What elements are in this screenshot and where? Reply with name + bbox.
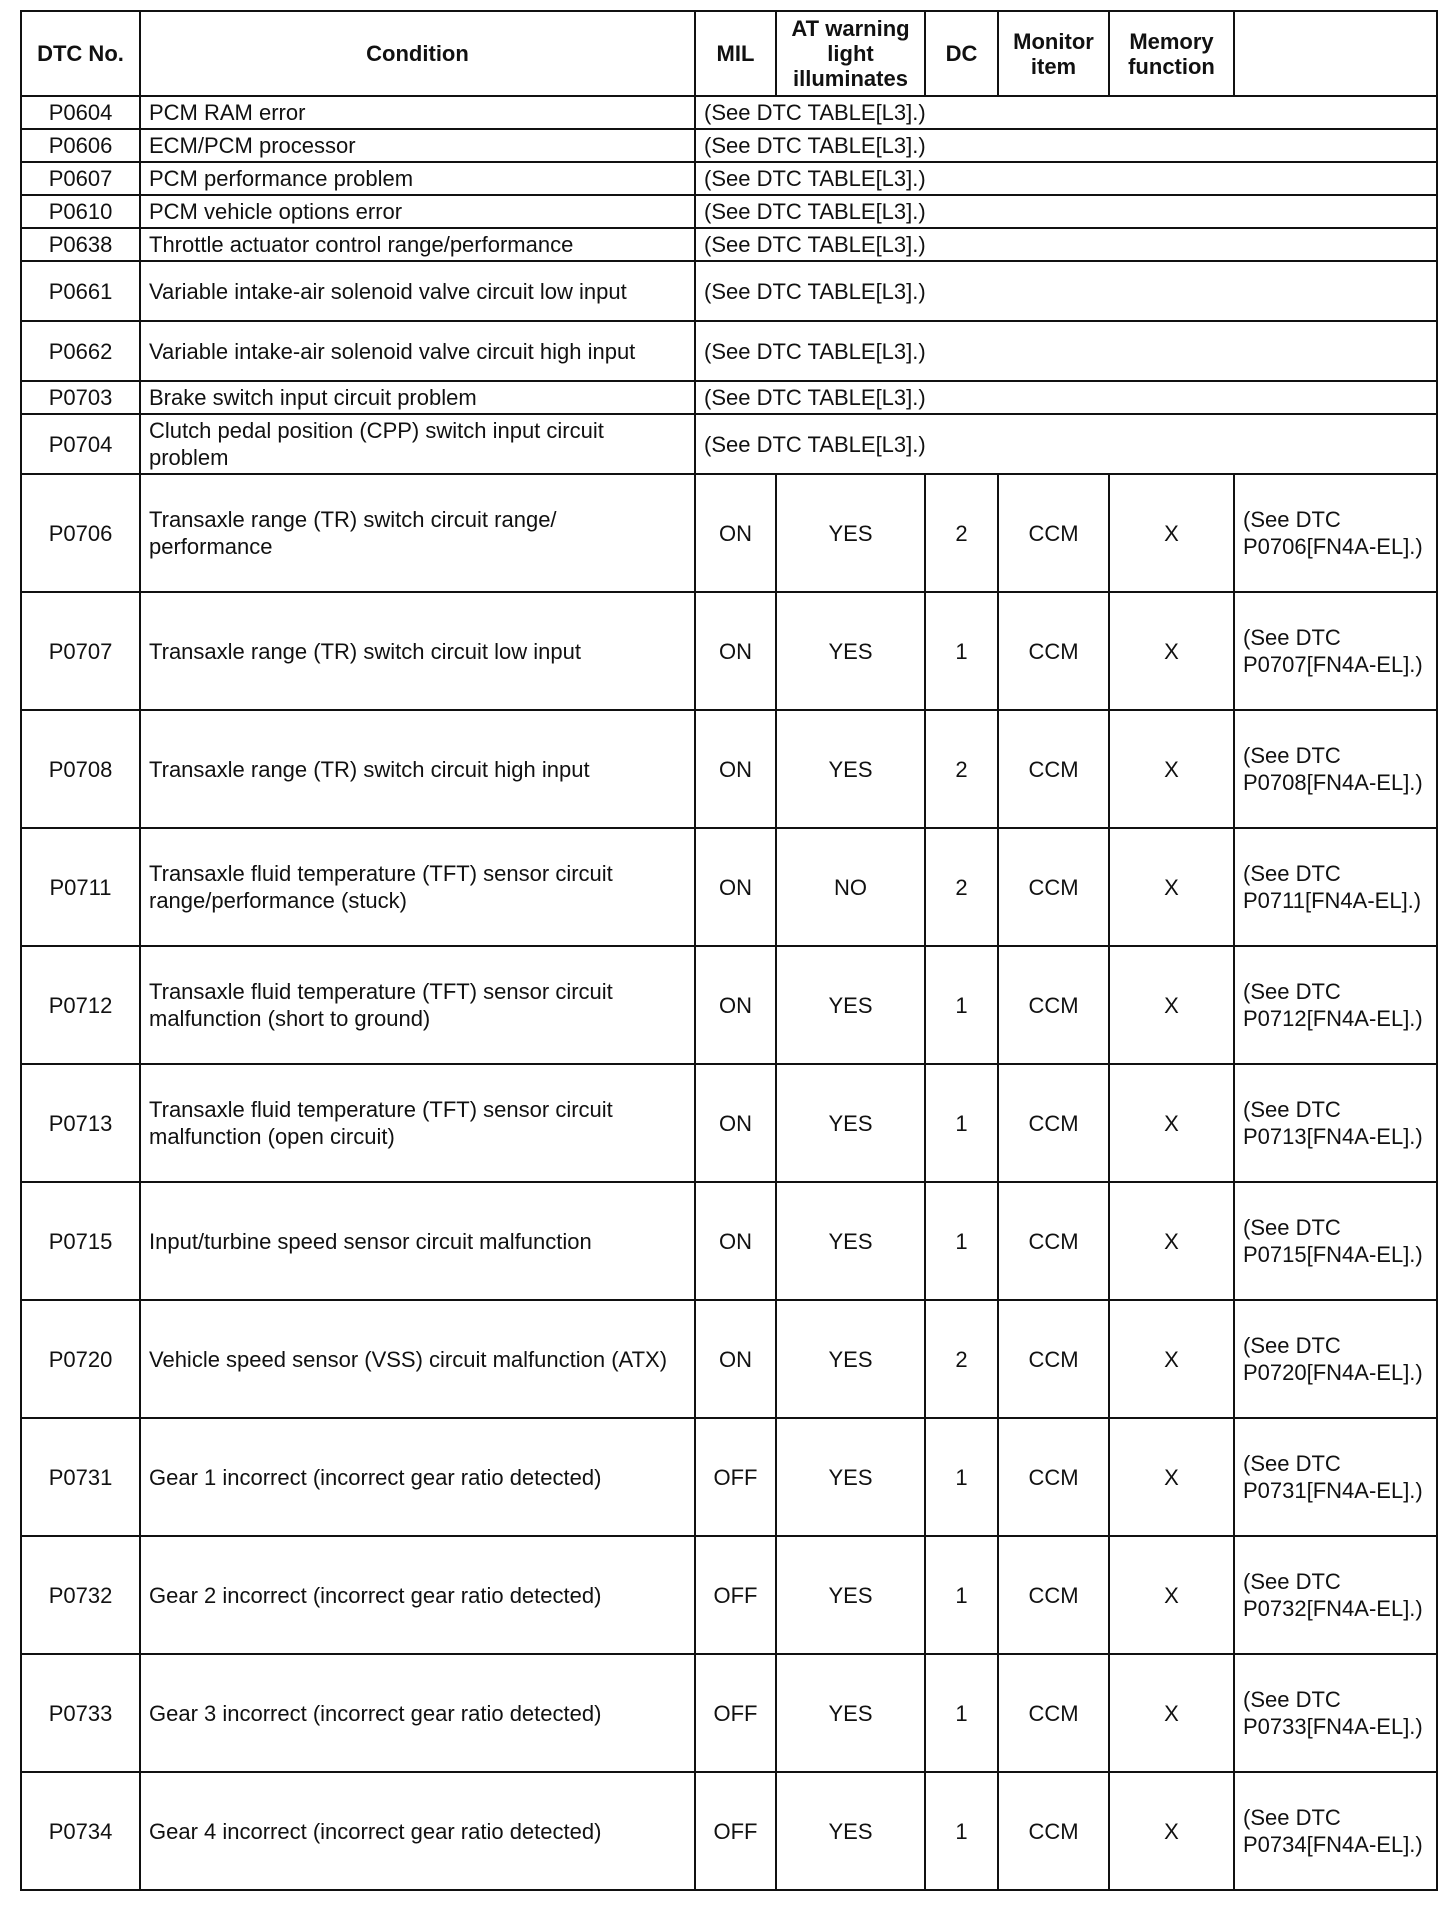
- monitor-item: CCM: [998, 1064, 1109, 1182]
- dtc-code: P0731: [21, 1418, 140, 1536]
- monitor-item: CCM: [998, 1536, 1109, 1654]
- header-dtc-no: DTC No.: [21, 11, 140, 96]
- header-memory-function: Memory function: [1109, 11, 1234, 96]
- header-row: [21, 11, 1437, 96]
- memory-function: X: [1109, 474, 1234, 592]
- mil-status: ON: [695, 1300, 776, 1418]
- see-dtc-link[interactable]: (See DTC P0733[FN4A-EL].): [1234, 1654, 1437, 1772]
- dtc-code: P0704: [21, 414, 140, 474]
- mil-status: ON: [695, 946, 776, 1064]
- header-dc: DC: [925, 11, 998, 96]
- dtc-code: P0734: [21, 1772, 140, 1890]
- drive-cycle: 2: [925, 828, 998, 946]
- drive-cycle: 2: [925, 710, 998, 828]
- table-row: [21, 1182, 1437, 1300]
- memory-function: X: [1109, 1064, 1234, 1182]
- drive-cycle: 1: [925, 1182, 998, 1300]
- see-dtc-link[interactable]: (See DTC P0715[FN4A-EL].): [1234, 1182, 1437, 1300]
- drive-cycle: 2: [925, 474, 998, 592]
- condition: Gear 4 incorrect (incorrect gear ratio detected): [140, 1772, 695, 1890]
- condition: PCM vehicle options error: [140, 195, 695, 228]
- at-warning-status: YES: [776, 1182, 925, 1300]
- at-warning-status: YES: [776, 946, 925, 1064]
- table-row: [21, 828, 1437, 946]
- monitor-item: CCM: [998, 1654, 1109, 1772]
- drive-cycle: 1: [925, 1772, 998, 1890]
- condition: Vehicle speed sensor (VSS) circuit malfunction (ATX): [140, 1300, 695, 1418]
- dtc-code: P0707: [21, 592, 140, 710]
- monitor-item: CCM: [998, 1772, 1109, 1890]
- memory-function: X: [1109, 1536, 1234, 1654]
- memory-function: X: [1109, 828, 1234, 946]
- dtc-code: P0662: [21, 321, 140, 381]
- table-row: [21, 162, 1437, 195]
- condition: Transaxle range (TR) switch circuit range/ performance: [140, 474, 695, 592]
- see-dtc-table-link[interactable]: (See DTC TABLE[L3].): [695, 228, 1437, 261]
- see-dtc-table-link[interactable]: (See DTC TABLE[L3].): [695, 195, 1437, 228]
- table-row: [21, 321, 1437, 381]
- condition: Gear 3 incorrect (incorrect gear ratio detected): [140, 1654, 695, 1772]
- table-row: [21, 1418, 1437, 1536]
- monitor-item: CCM: [998, 592, 1109, 710]
- memory-function: X: [1109, 1300, 1234, 1418]
- mil-status: ON: [695, 710, 776, 828]
- dtc-code: P0733: [21, 1654, 140, 1772]
- memory-function: X: [1109, 1772, 1234, 1890]
- see-dtc-link[interactable]: (See DTC P0708[FN4A-EL].): [1234, 710, 1437, 828]
- table-row: [21, 710, 1437, 828]
- see-dtc-link[interactable]: (See DTC P0707[FN4A-EL].): [1234, 592, 1437, 710]
- mil-status: ON: [695, 828, 776, 946]
- at-warning-status: YES: [776, 1654, 925, 1772]
- mil-status: OFF: [695, 1418, 776, 1536]
- memory-function: X: [1109, 592, 1234, 710]
- condition: Transaxle range (TR) switch circuit high input: [140, 710, 695, 828]
- dtc-code: P0706: [21, 474, 140, 592]
- mil-status: OFF: [695, 1654, 776, 1772]
- header-monitor-item: Monitor item: [998, 11, 1109, 96]
- see-dtc-link[interactable]: (See DTC P0712[FN4A-EL].): [1234, 946, 1437, 1064]
- mil-status: ON: [695, 1064, 776, 1182]
- table-row: [21, 1536, 1437, 1654]
- mil-status: OFF: [695, 1772, 776, 1890]
- memory-function: X: [1109, 946, 1234, 1064]
- see-dtc-table-link[interactable]: (See DTC TABLE[L3].): [695, 381, 1437, 414]
- mil-status: ON: [695, 592, 776, 710]
- condition: Transaxle range (TR) switch circuit low input: [140, 592, 695, 710]
- mil-status: ON: [695, 474, 776, 592]
- table-row: [21, 129, 1437, 162]
- condition: Throttle actuator control range/performance: [140, 228, 695, 261]
- condition: ECM/PCM processor: [140, 129, 695, 162]
- drive-cycle: 1: [925, 592, 998, 710]
- dtc-code: P0638: [21, 228, 140, 261]
- table-row: [21, 414, 1437, 474]
- dtc-code: P0711: [21, 828, 140, 946]
- dtc-code: P0715: [21, 1182, 140, 1300]
- mil-status: ON: [695, 1182, 776, 1300]
- table-row: [21, 1772, 1437, 1890]
- monitor-item: CCM: [998, 828, 1109, 946]
- dtc-code: P0606: [21, 129, 140, 162]
- see-dtc-table-link[interactable]: (See DTC TABLE[L3].): [695, 129, 1437, 162]
- memory-function: X: [1109, 710, 1234, 828]
- header-mil: MIL: [695, 11, 776, 96]
- dtc-code: P0607: [21, 162, 140, 195]
- condition: Variable intake-air solenoid valve circuit high input: [140, 321, 695, 381]
- at-warning-status: YES: [776, 1772, 925, 1890]
- at-warning-status: NO: [776, 828, 925, 946]
- memory-function: X: [1109, 1418, 1234, 1536]
- condition: Gear 2 incorrect (incorrect gear ratio detected): [140, 1536, 695, 1654]
- condition: PCM RAM error: [140, 96, 695, 129]
- drive-cycle: 1: [925, 1654, 998, 1772]
- condition: Transaxle fluid temperature (TFT) sensor circuit range/performance (stuck): [140, 828, 695, 946]
- see-dtc-link[interactable]: (See DTC P0731[FN4A-EL].): [1234, 1418, 1437, 1536]
- drive-cycle: 1: [925, 946, 998, 1064]
- dtc-code: P0712: [21, 946, 140, 1064]
- see-dtc-table-link[interactable]: (See DTC TABLE[L3].): [695, 162, 1437, 195]
- see-dtc-link[interactable]: (See DTC P0734[FN4A-EL].): [1234, 1772, 1437, 1890]
- see-dtc-link[interactable]: (See DTC P0706[FN4A-EL].): [1234, 474, 1437, 592]
- table-row: [21, 381, 1437, 414]
- table-row: [21, 592, 1437, 710]
- drive-cycle: 1: [925, 1536, 998, 1654]
- monitor-item: CCM: [998, 1418, 1109, 1536]
- monitor-item: CCM: [998, 1300, 1109, 1418]
- condition: Clutch pedal position (CPP) switch input circuit problem: [140, 414, 695, 474]
- condition: Variable intake-air solenoid valve circuit low input: [140, 261, 695, 321]
- condition: Gear 1 incorrect (incorrect gear ratio detected): [140, 1418, 695, 1536]
- table-row: [21, 474, 1437, 592]
- monitor-item: CCM: [998, 474, 1109, 592]
- table-row: [21, 1064, 1437, 1182]
- see-dtc-link[interactable]: (See DTC P0732[FN4A-EL].): [1234, 1536, 1437, 1654]
- drive-cycle: 1: [925, 1418, 998, 1536]
- see-dtc-table-link[interactable]: (See DTC TABLE[L3].): [695, 414, 1437, 474]
- dtc-code: P0610: [21, 195, 140, 228]
- see-dtc-table-link[interactable]: (See DTC TABLE[L3].): [695, 321, 1437, 381]
- condition: Input/turbine speed sensor circuit malfunction: [140, 1182, 695, 1300]
- drive-cycle: 1: [925, 1064, 998, 1182]
- table-row: [21, 1300, 1437, 1418]
- drive-cycle: 2: [925, 1300, 998, 1418]
- monitor-item: CCM: [998, 1182, 1109, 1300]
- memory-function: X: [1109, 1182, 1234, 1300]
- at-warning-status: YES: [776, 592, 925, 710]
- see-dtc-table-link[interactable]: (See DTC TABLE[L3].): [695, 261, 1437, 321]
- at-warning-status: YES: [776, 1536, 925, 1654]
- header-reference: [1234, 11, 1437, 96]
- condition: Transaxle fluid temperature (TFT) sensor circuit malfunction (short to ground): [140, 946, 695, 1064]
- dtc-table: [20, 10, 1438, 1891]
- condition: Transaxle fluid temperature (TFT) sensor circuit malfunction (open circuit): [140, 1064, 695, 1182]
- monitor-item: CCM: [998, 946, 1109, 1064]
- see-dtc-table-link[interactable]: (See DTC TABLE[L3].): [695, 96, 1437, 129]
- at-warning-status: YES: [776, 710, 925, 828]
- table-row: [21, 946, 1437, 1064]
- header-condition: Condition: [140, 11, 695, 96]
- mil-status: OFF: [695, 1536, 776, 1654]
- dtc-code: P0661: [21, 261, 140, 321]
- see-dtc-link[interactable]: (See DTC P0720[FN4A-EL].): [1234, 1300, 1437, 1418]
- table-row: [21, 261, 1437, 321]
- see-dtc-link[interactable]: (See DTC P0713[FN4A-EL].): [1234, 1064, 1437, 1182]
- table-row: [21, 228, 1437, 261]
- monitor-item: CCM: [998, 710, 1109, 828]
- at-warning-status: YES: [776, 1300, 925, 1418]
- dtc-code: P0708: [21, 710, 140, 828]
- table-row: [21, 195, 1437, 228]
- header-at-warning: AT warning light illuminates: [776, 11, 925, 96]
- at-warning-status: YES: [776, 1418, 925, 1536]
- table-row: [21, 96, 1437, 129]
- memory-function: X: [1109, 1654, 1234, 1772]
- dtc-code: P0703: [21, 381, 140, 414]
- at-warning-status: YES: [776, 1064, 925, 1182]
- see-dtc-link[interactable]: (See DTC P0711[FN4A-EL].): [1234, 828, 1437, 946]
- condition: PCM performance problem: [140, 162, 695, 195]
- dtc-code: P0604: [21, 96, 140, 129]
- dtc-code: P0713: [21, 1064, 140, 1182]
- dtc-code: P0732: [21, 1536, 140, 1654]
- condition: Brake switch input circuit problem: [140, 381, 695, 414]
- table-row: [21, 1654, 1437, 1772]
- at-warning-status: YES: [776, 474, 925, 592]
- dtc-code: P0720: [21, 1300, 140, 1418]
